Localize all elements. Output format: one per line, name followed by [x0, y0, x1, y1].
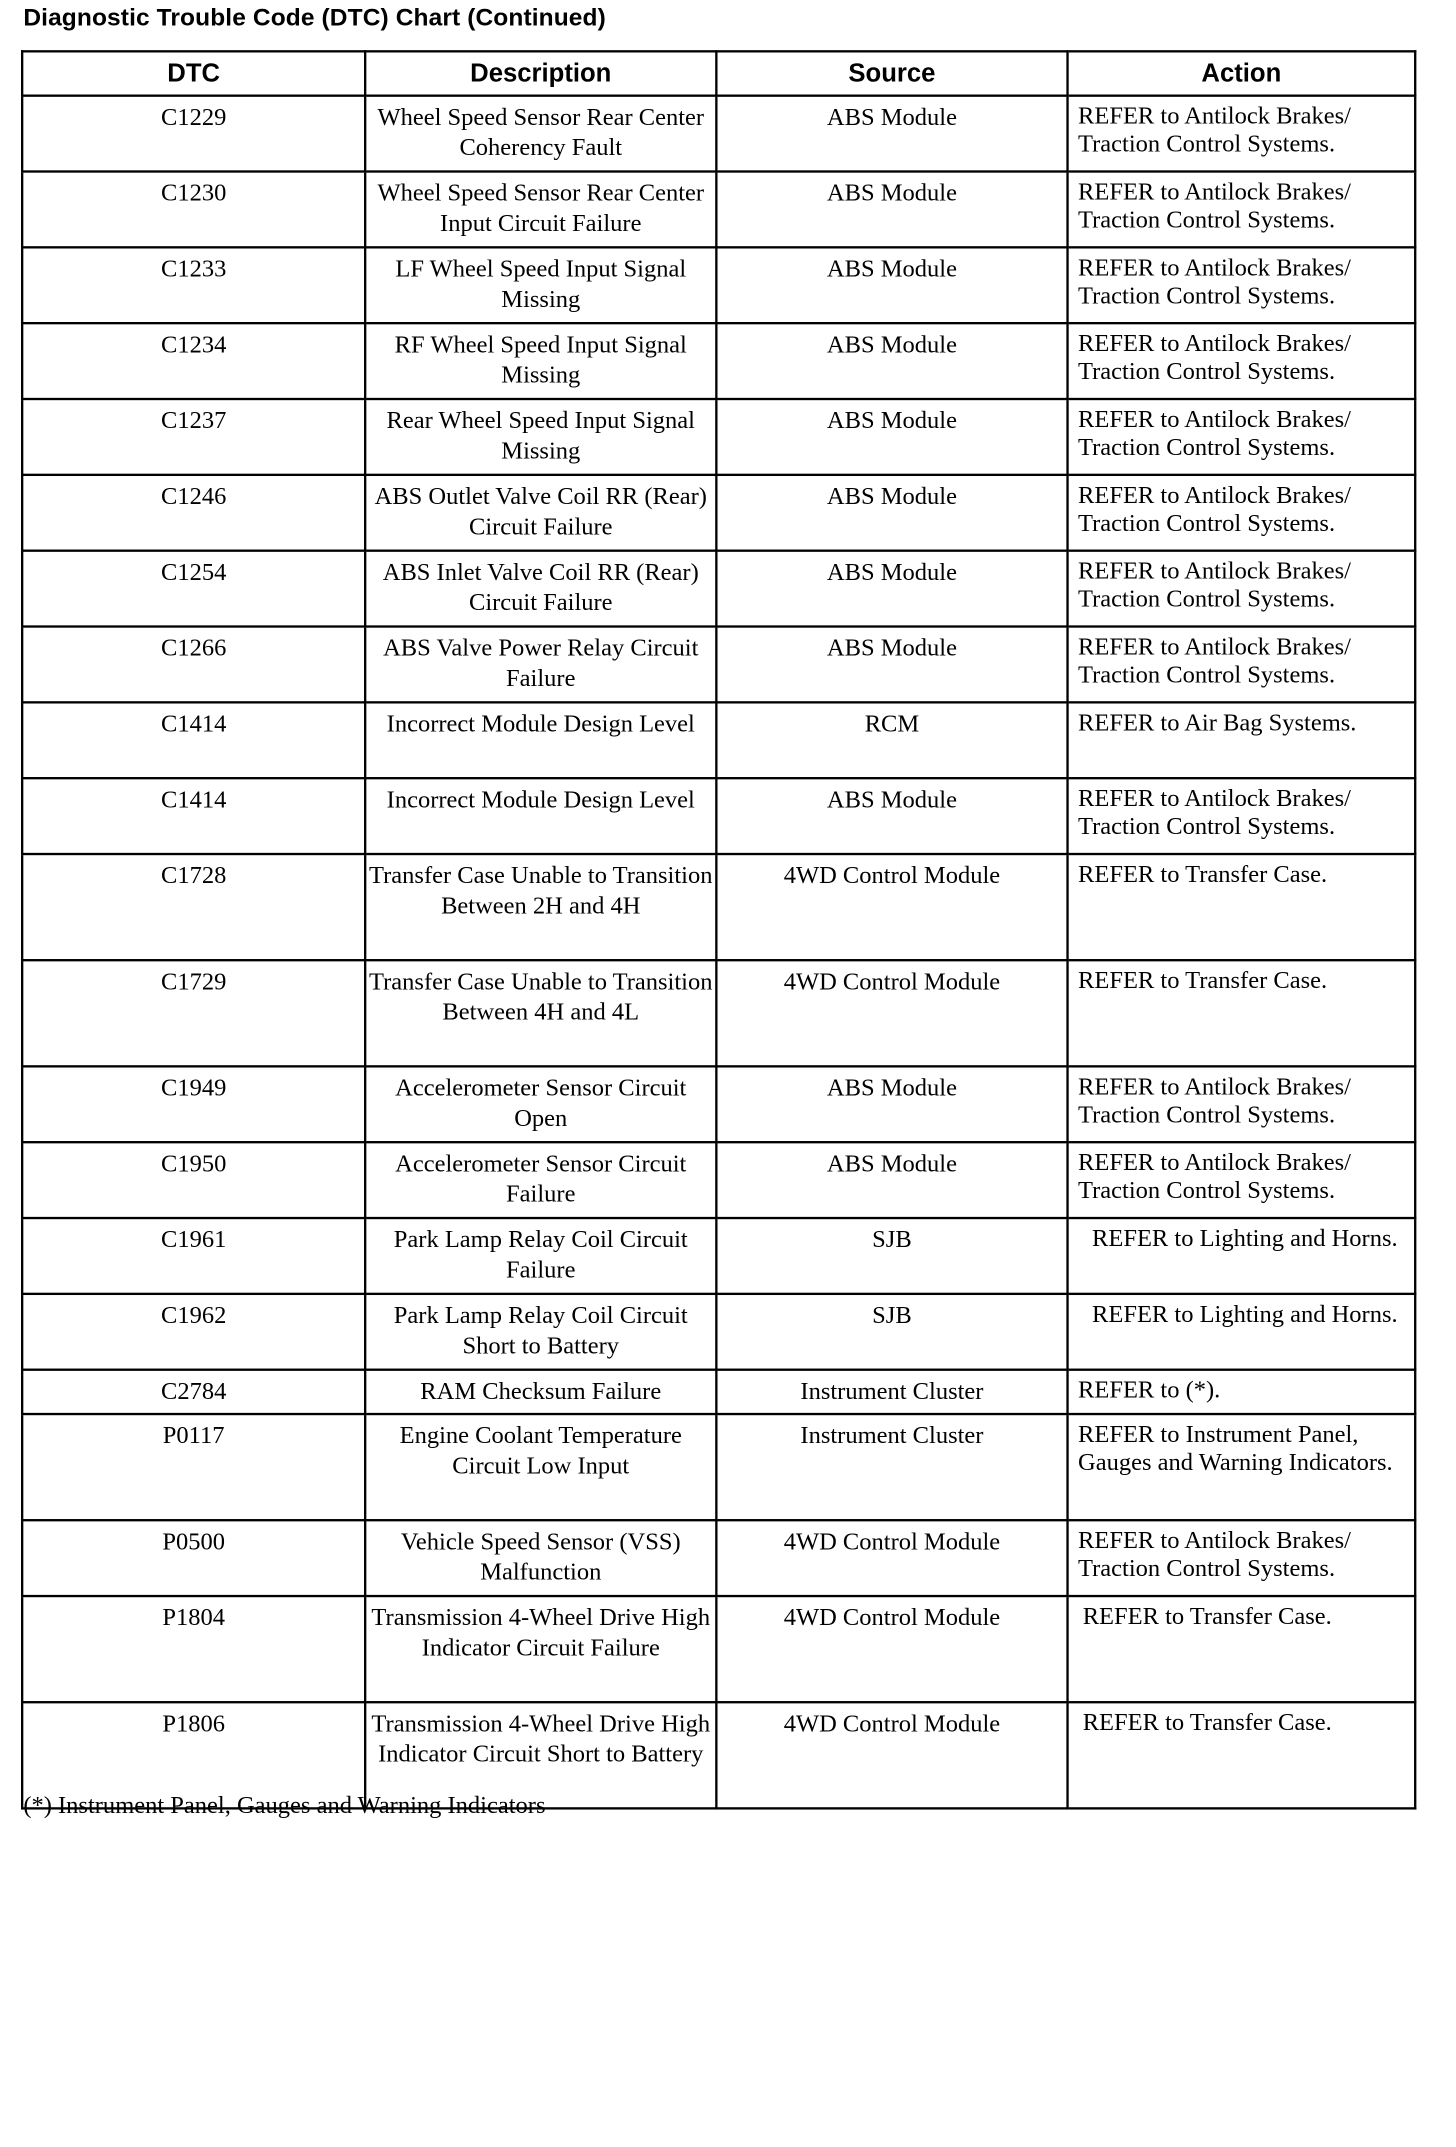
- action-cell: REFER to Transfer Case.: [1068, 854, 1416, 960]
- action-cell: REFER to Antilock Brakes/ Traction Control Systems.: [1068, 96, 1416, 172]
- source-cell: SJB: [716, 1294, 1067, 1370]
- table-row: [22, 399, 1415, 475]
- source-cell: ABS Module: [716, 1066, 1067, 1142]
- table-row: [22, 627, 1415, 703]
- source-cell: ABS Module: [716, 778, 1067, 854]
- dtc-cell: C1233: [22, 247, 365, 323]
- dtc-cell: P1804: [22, 1596, 365, 1702]
- source-cell: 4WD Control Module: [716, 960, 1067, 1066]
- column-header-description: Description: [365, 51, 716, 95]
- table-row: [22, 1066, 1415, 1142]
- page-title: Diagnostic Trouble Code (DTC) Chart (Continued): [23, 4, 606, 32]
- dtc-cell: C1234: [22, 323, 365, 399]
- dtc-cell: C1950: [22, 1142, 365, 1218]
- action-cell: REFER to Antilock Brakes/ Traction Control Systems.: [1068, 627, 1416, 703]
- description-cell: Engine Coolant Temperature Circuit Low Input: [365, 1414, 716, 1520]
- description-cell: Rear Wheel Speed Input Signal Missing: [365, 399, 716, 475]
- dtc-cell: C1246: [22, 475, 365, 551]
- column-header-source: Source: [716, 51, 1067, 95]
- source-cell: ABS Module: [716, 323, 1067, 399]
- source-cell: Instrument Cluster: [716, 1414, 1067, 1520]
- source-cell: SJB: [716, 1218, 1067, 1294]
- action-cell: REFER to Transfer Case.: [1068, 1596, 1416, 1702]
- action-cell: REFER to Instrument Panel, Gauges and Warning Indicators.: [1068, 1414, 1416, 1520]
- dtc-cell: C1728: [22, 854, 365, 960]
- description-cell: Transfer Case Unable to Transition Between 2H and 4H: [365, 854, 716, 960]
- dtc-cell: C2784: [22, 1370, 365, 1414]
- description-cell: RF Wheel Speed Input Signal Missing: [365, 323, 716, 399]
- description-cell: Park Lamp Relay Coil Circuit Failure: [365, 1218, 716, 1294]
- action-cell: REFER to Antilock Brakes/ Traction Control Systems.: [1068, 323, 1416, 399]
- description-cell: ABS Valve Power Relay Circuit Failure: [365, 627, 716, 703]
- action-cell: REFER to Lighting and Horns.: [1068, 1218, 1416, 1294]
- description-cell: ABS Inlet Valve Coil RR (Rear) Circuit Failure: [365, 551, 716, 627]
- action-cell: REFER to Antilock Brakes/ Traction Control Systems.: [1068, 551, 1416, 627]
- table-row: [22, 1142, 1415, 1218]
- description-cell: RAM Checksum Failure: [365, 1370, 716, 1414]
- source-cell: 4WD Control Module: [716, 1520, 1067, 1596]
- description-cell: Park Lamp Relay Coil Circuit Short to Battery: [365, 1294, 716, 1370]
- action-cell: REFER to Air Bag Systems.: [1068, 702, 1416, 778]
- table-row: [22, 702, 1415, 778]
- table-header-row: [22, 51, 1415, 95]
- description-cell: Incorrect Module Design Level: [365, 778, 716, 854]
- action-cell: REFER to Antilock Brakes/ Traction Control Systems.: [1068, 475, 1416, 551]
- table-row: [22, 1414, 1415, 1520]
- source-cell: ABS Module: [716, 172, 1067, 248]
- action-cell: REFER to Transfer Case.: [1068, 1702, 1416, 1808]
- dtc-cell: C1230: [22, 172, 365, 248]
- description-cell: Wheel Speed Sensor Rear Center Input Circuit Failure: [365, 172, 716, 248]
- column-header-action: Action: [1068, 51, 1416, 95]
- action-cell: REFER to Antilock Brakes/ Traction Control Systems.: [1068, 1066, 1416, 1142]
- table-row: [22, 475, 1415, 551]
- description-cell: ABS Outlet Valve Coil RR (Rear) Circuit Failure: [365, 475, 716, 551]
- action-cell: REFER to Antilock Brakes/ Traction Control Systems.: [1068, 399, 1416, 475]
- table-row: [22, 247, 1415, 323]
- action-cell: REFER to Antilock Brakes/ Traction Control Systems.: [1068, 247, 1416, 323]
- dtc-cell: C1237: [22, 399, 365, 475]
- description-cell: Accelerometer Sensor Circuit Open: [365, 1066, 716, 1142]
- source-cell: ABS Module: [716, 551, 1067, 627]
- dtc-cell: C1729: [22, 960, 365, 1066]
- description-cell: Transmission 4-Wheel Drive High Indicator Circuit Failure: [365, 1596, 716, 1702]
- column-header-dtc: DTC: [22, 51, 365, 95]
- table-row: [22, 960, 1415, 1066]
- dtc-cell: C1266: [22, 627, 365, 703]
- table-row: [22, 96, 1415, 172]
- source-cell: ABS Module: [716, 475, 1067, 551]
- table-row: [22, 1596, 1415, 1702]
- table-row: [22, 1294, 1415, 1370]
- action-cell: REFER to Lighting and Horns.: [1068, 1294, 1416, 1370]
- description-cell: Incorrect Module Design Level: [365, 702, 716, 778]
- action-cell: REFER to Antilock Brakes/ Traction Control Systems.: [1068, 778, 1416, 854]
- dtc-cell: C1949: [22, 1066, 365, 1142]
- table-row: [22, 778, 1415, 854]
- source-cell: RCM: [716, 702, 1067, 778]
- table-row: [22, 172, 1415, 248]
- description-cell: Transfer Case Unable to Transition Between 4H and 4L: [365, 960, 716, 1066]
- footnote: (*) Instrument Panel, Gauges and Warning Indicators: [23, 1790, 546, 1819]
- dtc-cell: P0500: [22, 1520, 365, 1596]
- source-cell: 4WD Control Module: [716, 1596, 1067, 1702]
- source-cell: Instrument Cluster: [716, 1370, 1067, 1414]
- dtc-cell: C1254: [22, 551, 365, 627]
- table-row: [22, 1218, 1415, 1294]
- dtc-cell: P0117: [22, 1414, 365, 1520]
- action-cell: REFER to Antilock Brakes/ Traction Control Systems.: [1068, 1520, 1416, 1596]
- source-cell: ABS Module: [716, 1142, 1067, 1218]
- action-cell: REFER to Antilock Brakes/ Traction Control Systems.: [1068, 172, 1416, 248]
- dtc-cell: C1962: [22, 1294, 365, 1370]
- source-cell: ABS Module: [716, 96, 1067, 172]
- description-cell: Vehicle Speed Sensor (VSS) Malfunction: [365, 1520, 716, 1596]
- table-row: [22, 854, 1415, 960]
- action-cell: REFER to (*).: [1068, 1370, 1416, 1414]
- description-cell: Transmission 4-Wheel Drive High Indicator Circuit Short to Battery: [365, 1702, 716, 1808]
- dtc-table: [21, 50, 1416, 1809]
- source-cell: 4WD Control Module: [716, 1702, 1067, 1808]
- table-row: [22, 1370, 1415, 1414]
- description-cell: Wheel Speed Sensor Rear Center Coherency Fault: [365, 96, 716, 172]
- action-cell: REFER to Transfer Case.: [1068, 960, 1416, 1066]
- source-cell: ABS Module: [716, 399, 1067, 475]
- dtc-cell: P1806: [22, 1702, 365, 1808]
- dtc-cell: C1414: [22, 702, 365, 778]
- source-cell: ABS Module: [716, 247, 1067, 323]
- table-row: [22, 323, 1415, 399]
- dtc-cell: C1414: [22, 778, 365, 854]
- dtc-cell: C1961: [22, 1218, 365, 1294]
- description-cell: Accelerometer Sensor Circuit Failure: [365, 1142, 716, 1218]
- table-row: [22, 551, 1415, 627]
- source-cell: ABS Module: [716, 627, 1067, 703]
- description-cell: LF Wheel Speed Input Signal Missing: [365, 247, 716, 323]
- source-cell: 4WD Control Module: [716, 854, 1067, 960]
- dtc-cell: C1229: [22, 96, 365, 172]
- table-row: [22, 1520, 1415, 1596]
- action-cell: REFER to Antilock Brakes/ Traction Control Systems.: [1068, 1142, 1416, 1218]
